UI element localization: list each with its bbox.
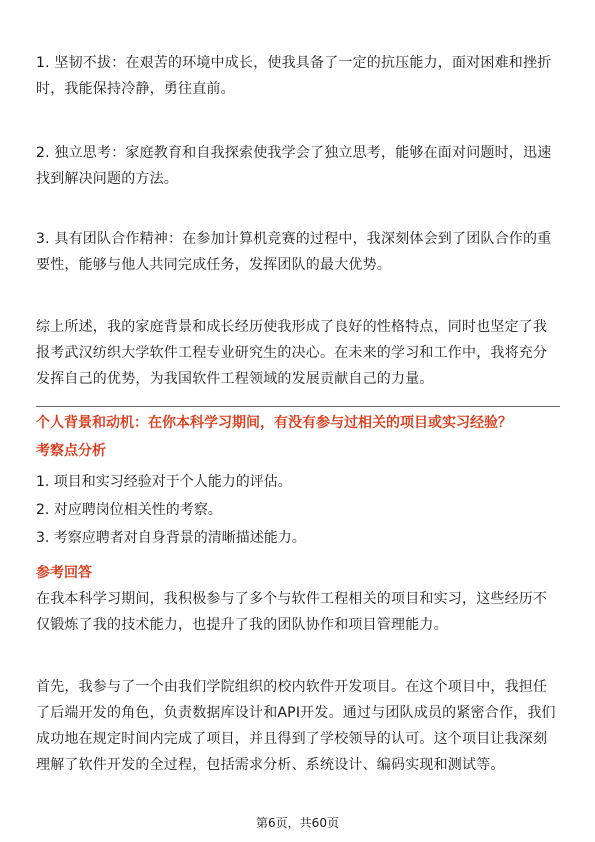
paragraph-trait-3: 3. 具有团队合作精神：在参加计算机竞赛的过程中，我深刻体会到了团队合作的重要性，能够与他人共同完成任务，发挥团队的最大优势。 [36,231,552,273]
section-divider [36,406,560,407]
paragraph-trait-2: 2. 独立思考：家庭教育和自我探索使我学会了独立思考，能够在面对问题时，迅速找到解决问题的方法。 [36,145,552,187]
page-number: 第6页，共60页 [256,816,339,830]
answer-label: 参考回答 [36,565,92,581]
analysis-list [36,468,306,552]
list-item: 3. 考察应聘者对自身背景的清晰描述能力。 [36,530,306,546]
list-item: 2. 对应聘岗位相关性的考察。 [36,502,222,518]
paragraph-summary: 综上所述，我的家庭背景和成长经历使我形成了良好的性格特点，同时也坚定了我报考武汉纺织大学软件工程专业研究生的决心。在未来的学习和工作中，我将充分发挥自己的优势，为我国软件工程领域的发展贡献自己的力量。 [36,319,548,387]
answer-paragraph-2: 首先，我参与了一个由我们学院组织的校内软件开发项目。在这个项目中，我担任了后端开发的角色，负责数据库设计和API开发。通过与团队成员的紧密合作，我们成功地在规定时间内完成了项目，并且得到了学校领导的认可。这个项目让我深刻理解了软件开发的全过程，包括需求分析、系统设计、编码实现和测试等。 [36,679,556,773]
question-heading: 个人背景和动机：在你本科学习期间，有没有参与过相关的项目或实习经验？ [36,415,512,431]
paragraph-trait-1: 1. 坚韧不拔：在艰苦的环境中成长，使我具备了一定的抗压能力，面对困难和挫折时，我能保持冷静，勇往直前。 [36,55,552,97]
answer-paragraph-1: 在我本科学习期间，我积极参与了多个与软件工程相关的项目和实习，这些经历不仅锻炼了我的技术能力，也提升了我的团队协作和项目管理能力。 [36,591,548,633]
analysis-label: 考察点分析 [36,443,106,459]
list-item: 1. 项目和实习经验对于个人能力的评估。 [36,474,292,490]
